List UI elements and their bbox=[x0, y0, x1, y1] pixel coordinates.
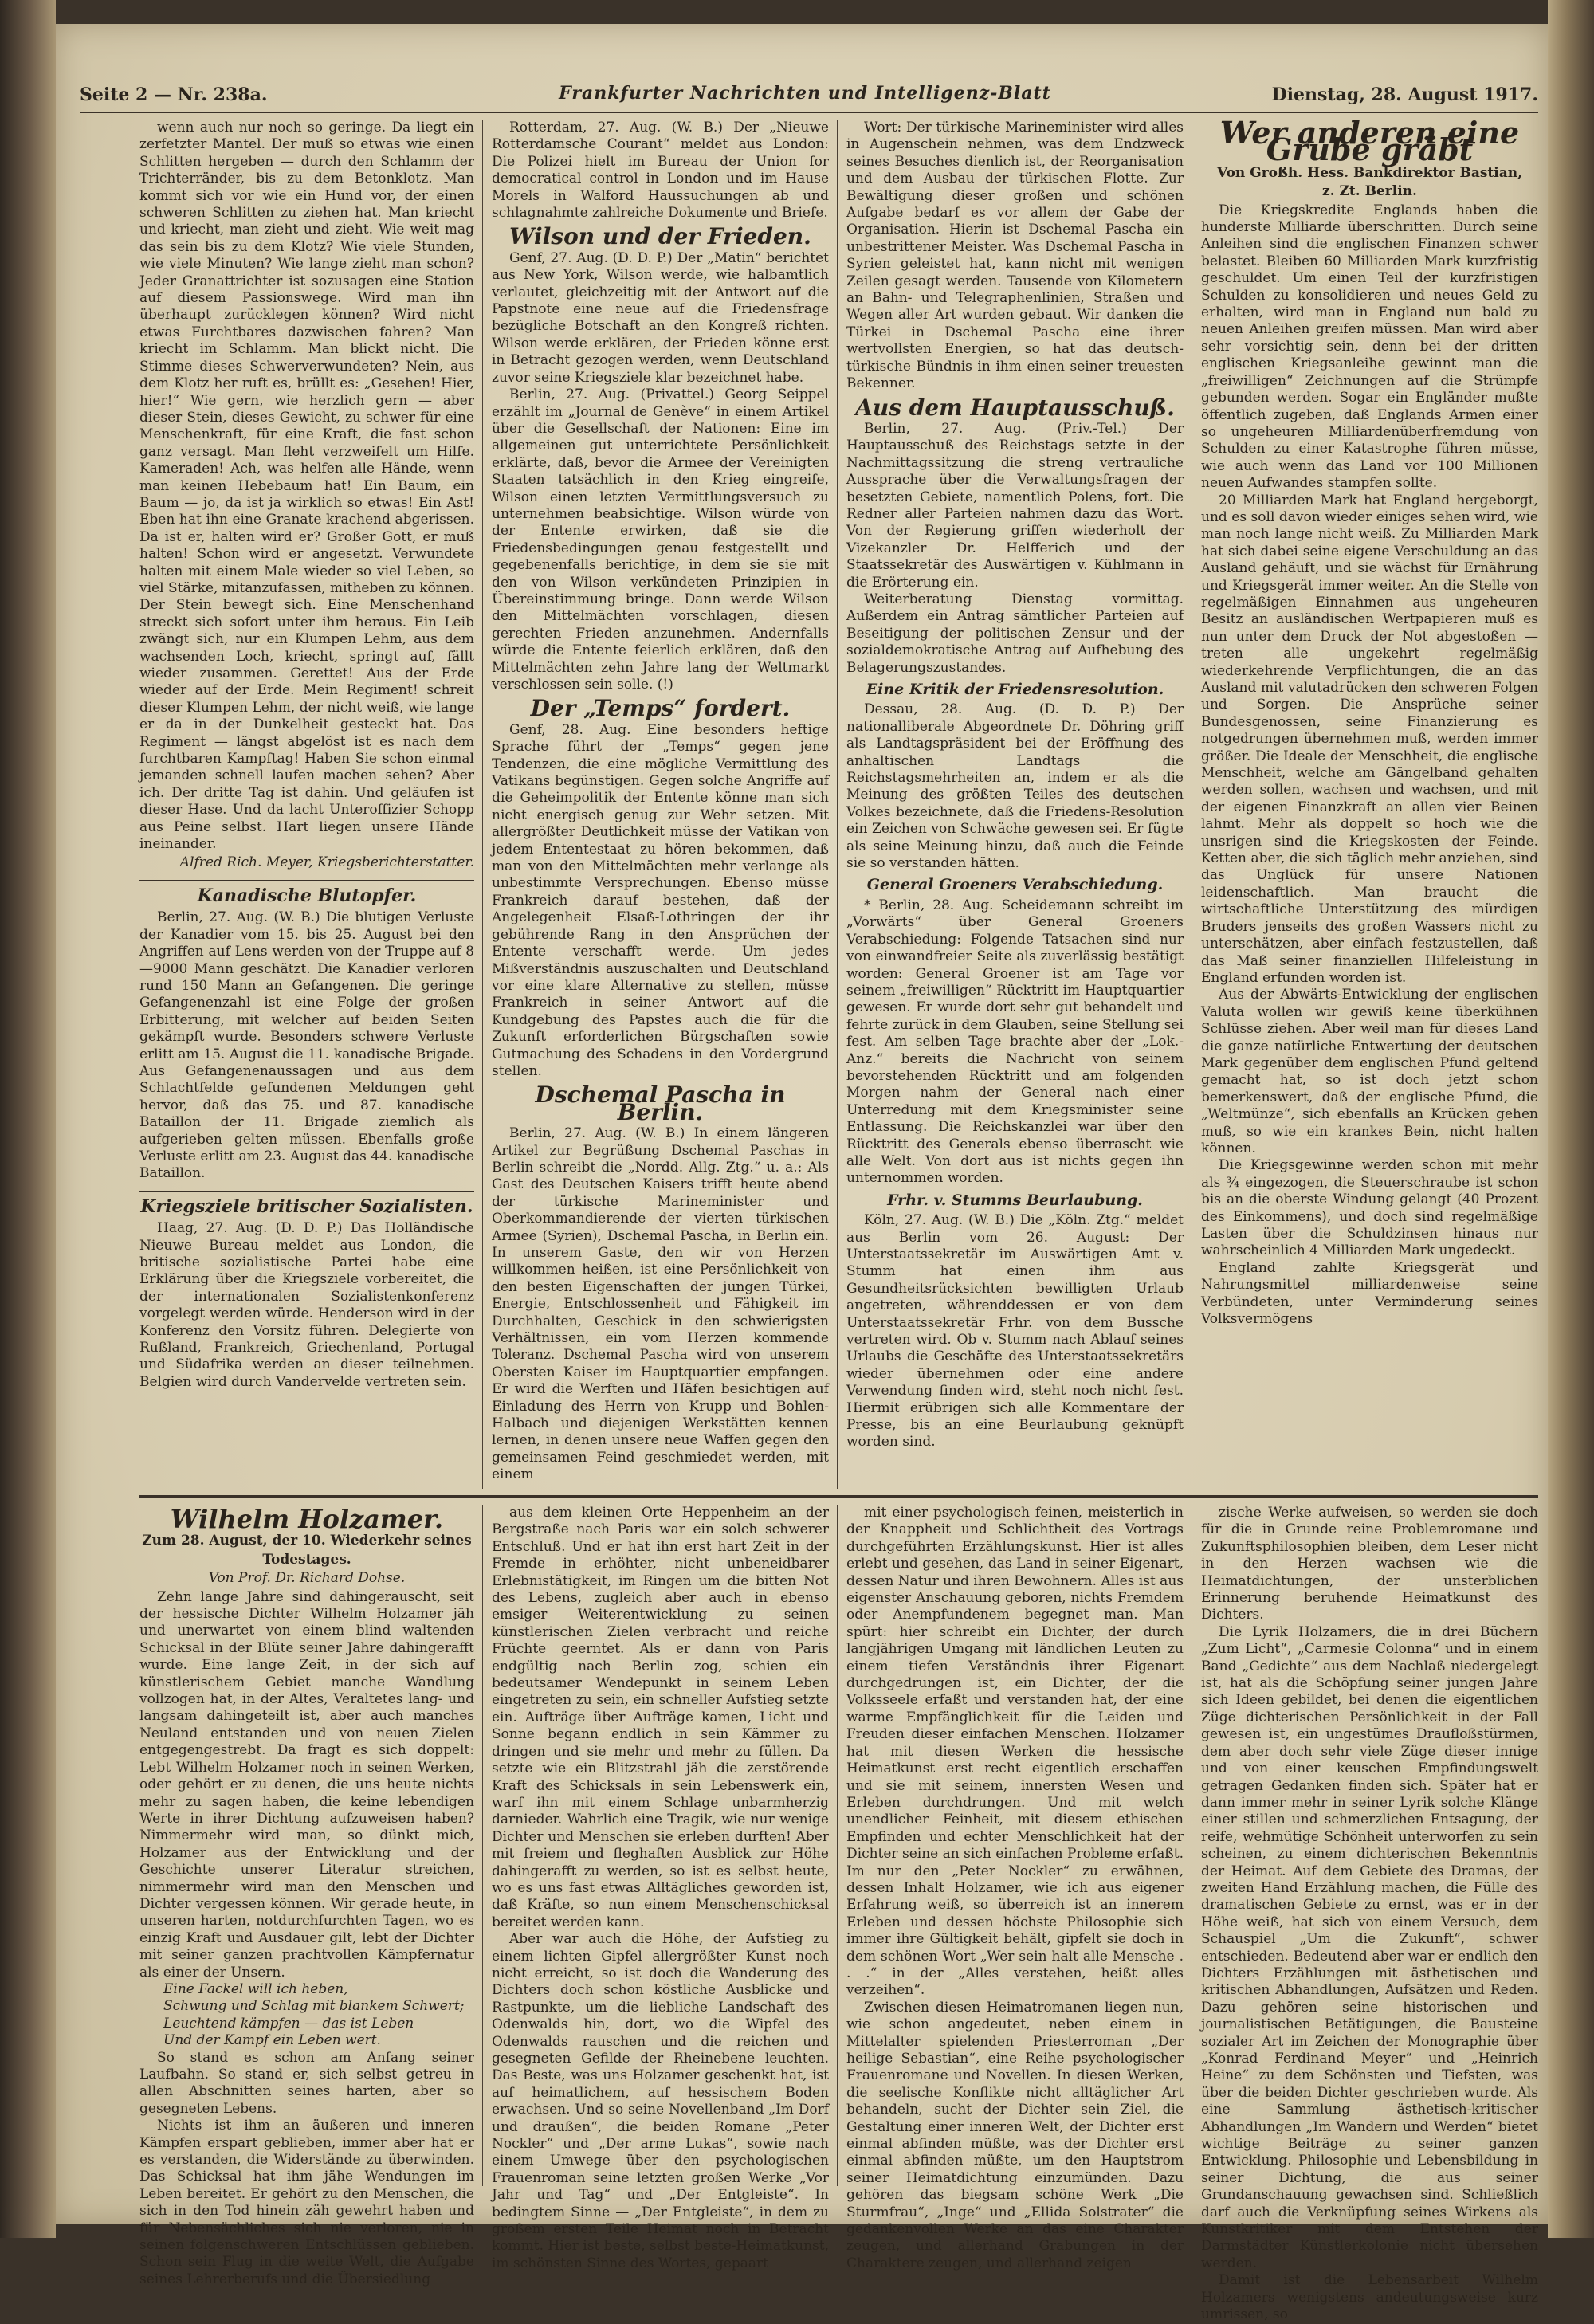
headline-holzamer: Wilhelm Holzamer. bbox=[170, 1504, 444, 1534]
article-text: 20 Milliarden Mark hat England hergeborgt, und es soll davon wieder einiges sehen wird, wie man noch lange nicht weiß. Zu Milliarden Mark hat sich dabei seine eigene Verschuldung an das Ausland gehäuft, und sie wächst für Ernährung und Kriegsgerät immer weiter. An die Stelle von regelmäßigen Einnahmen aus ungeheuren Besitz an ausländischen Wertpapieren muß es nun unter dem Druck der Not abgestoßen — treten alle ungekehrt regelmäßig wiederkehrende Verpflichtungen, die an das Ausland mit valutadrücken den schweren Folgen und Sorgen. Die Ansprüche seiner Bundesgenossen, seine Finanzierung es notgedrungen übernehmen muß, werden immer größer. Die Ideale der Menschheit, die englische Menschheit, welche am Gängelband gehalten werden sollen, wachsen und wachsen, und mit der eigenen Finanzkraft an allen vier Beinen lahmt. Mehr als doppelt so hoch wie die unsrigen sind die Kriegskosten der Feinde. Ketten aber, die sich täglich mehr anziehen, sind das Unglück für unsere Nationen leidenschaftlich. Man braucht die wirtschaftliche Unterstützung des mürdigen Bruders jenseits des großen Wassers nicht zu unterschätzen, aber einfach festzustellen, daß das Maß seiner finanziellen Hilfeleistung in England erfunden worden ist. bbox=[1201, 492, 1538, 986]
issue-date: Dienstag, 28. August 1917. bbox=[1271, 84, 1538, 105]
book-edge-right bbox=[1548, 0, 1594, 2238]
article-text: Zehn lange Jahre sind dahingerauscht, seit der hessische Dichter Wilhelm Holzamer jäh und unerwartet von einem blind waltenden Schicksal in der Blüte seiner Jahre dahingerafft wurde. Eine lange Zeit, in der sich auf künstlerischem Gebiet manche Wandlung vollzogen hat, in der Altes, Veraltetes lang- und langsam dahingeteilt ist, aber auch manches Neuland entstanden und von neuen Zielen entgegengestrebt. Da fragt es sich doppelt: Lebt Wilhelm Holzamer noch in seinen Werken, oder gehört er zu denen, die uns heute nichts mehr zu sagen haben, die keine lebendigen Werte in ihrer Dichtung aufzuweisen haben? Nimmermehr wird man, so dünkt mich, Holzamer aus der Entwicklung und der Geschichte unserer Literatur streichen, nimmermehr wird man den Menschen und Dichter vergessen können. Wir gerade heute, in unseren harten, notdurchfurchten Tagen, wo es einzig Kraft und Ausdauer gilt, lebt der Dichter mit seiner ganzen prachtvollen Kämpfernatur als einer der Unsern. bbox=[139, 1588, 474, 1981]
article-text: Aber war auch die Höhe, der Aufstieg zu einem lichten Gipfel allergrößter Kunst noch nicht erreicht, so ist doch die Wanderung des Dichters doch schon köstliche Ausblicke und Rastpunkte, um die liebliche Landschaft des Odenwalds hin, dort, wo die Wipfel des Odenwalds rauschen und die reichen und gesegneten Gefilde der Rheinebene leuchten. Das Beste, was uns Holzamer geschenkt hat, ist auf heimatlichem, auf hessischem Boden erwachsen. Und so seine Novellenband „Im Dorf und draußen“, die beiden Romane „Peter Nockler“ und „Der arme Lukas“, sowie nach einem Umwege über den psychologischen Frauenroman seine letzten großen Werke „Vor Jahr und Tag“ und „Der Entgleiste“. In bedingtem Sinne — „Der Entgleiste“, in dem zu großem ersten Teile Heimat noch in Betracht kommt. Hier ist beste, selbst beste-Heimatkunst, im schönsten Sinne des Wortes, gepaart bbox=[492, 1931, 829, 2271]
article-text: Genf, 28. Aug. Eine besonders heftige Sprache führt der „Temps“ gegen jene Tendenzen, die eine mögliche Vermittlung des Vatikans begünstigen. Gegen solche Angriffe auf die Geheimpolitik der Entente könne man sich nicht energisch genug zur Wehr setzen. Mit allergrößter Deutlichkeit müsse der Vatikan von jedem Ententestaat zu hören bekommen, daß man von den Mittelmächten mehr verlange als unbestimmte Versprechungen. Ebenso müsse Frankreich darauf bestehen, daß der Angelegenheit Elsaß-Lothringen der ihr gebührende Rang in den Ansprüchen der Entente verschafft werde. Um jedes Mißverständnis auszuschalten und Deutschland vor eine klare Alternative zu stellen, müsse Frankreich in seiner Antwort auf die Kundgebung des Papstes auch die für die Zukunft erforderlichen Bürgschaften sowie Gutmachung des Schadens in den Vordergrund stellen. bbox=[492, 721, 829, 1079]
article-text: Damit ist die Lebensarbeit Wilhelm Holzamers wenigstens andeutungsweise kurz umrissen, so bbox=[1201, 2272, 1538, 2323]
article-text: Nichts ist ihm an äußeren und inneren Kämpfen erspart geblieben, immer aber hat er es verstanden, die Widerstände zu überwinden. Das Schicksal hat ihm jähe Wendungen im Leben bereitet. Er gehört zu den Menschen, die sich in den Tod hinein zäh gewehrt haben und für Nebensächliches sich nie verloren, nie in seinen folgenschweren Entschlüssen geblieben. Schon sein Flug in die weite Welt, die Aufgabe seines Lehrerberufs und die Übersiedlung bbox=[139, 2118, 474, 2287]
column-1 bbox=[139, 120, 474, 1490]
verse-line: Schwung und Schlag mit blankem Schwert; bbox=[163, 1998, 465, 2015]
column-rule bbox=[482, 120, 483, 1489]
headline-grube: Wer anderen eine Grube gräbt bbox=[1219, 115, 1520, 168]
feuilleton-column-3 bbox=[846, 1505, 1184, 2271]
book-binding-left bbox=[0, 0, 56, 2238]
headline-kanadische-blutopfer: Kanadische Blutopfer. bbox=[197, 885, 417, 906]
article-text: Weiterberatung Dienstag vormittag. Außerdem ein Antrag sämtlicher Parteien auf Beseitigung der politischen Zensur und der sozialdemokratische Antrag auf Aufhebung des Belagerungszustandes. bbox=[846, 591, 1184, 676]
headline-kritik: Eine Kritik der Friedensresolution. bbox=[866, 681, 1164, 698]
headline-kriegsziele: Kriegsziele britischer Sozialisten. bbox=[140, 1195, 473, 1217]
article-text: Rotterdam, 27. Aug. (W. B.) Der „Nieuwe Rotterdamsche Courant“ meldet aus London: Die Polizei hielt im Bureau der Union for democratical control in London und im Hause Morels in Walford Haussuchungen ab und schlagnahmte zahlreiche Dokumente und Briefe. bbox=[492, 120, 829, 222]
divider bbox=[139, 1191, 474, 1192]
column-rule bbox=[482, 1505, 483, 2186]
article-text: zische Werke aufweisen, so werden sie doch für die in Grunde reine Problemromane und Zukunftsphilosophien bleiben, dem Leser nicht in den Herzen wachsen wie die Heimatdichtungen, der unsterblichen Erinnerung beruhende Heimatkunst des Dichters. bbox=[1201, 1505, 1538, 1623]
article-text: Die Lyrik Holzamers, die in drei Büchern „Zum Licht“, „Carmesie Colonna“ und in einem Band „Gedichte“ aus dem Nachlaß niedergelegt ist, hat als die Schöpfung seiner jungen Jahre sich Ideen gebildet, bei denen die eigentlichen Züge dichterischen Persönlichkeit in der Fall gewesen ist, ein ungestümes Draufloßstürmen, dem aber doch sehr viele Züge dieser innige und von einer keuschen Empfindungswelt getragen Gedanken finden sich. Später hat er dann immer mehr in seiner Lyrik solche Klänge einer stillen und schmerzlichen Entsagung, der reife, wehmütige Schönheit unterworfen zu sein scheinen, zu einem dichterischen Bekenntnis der Heimat. Auf dem Gebiete des Dramas, der zweiten Hand Erzählung machen, die Fülle des dramatischen Gebiete zu ernst, was er in der Höhe weiß, hat sich von einem Versuch, dem Schauspiel „Um die Zukunft“, schwer entschieden. Bedeutend aber war er endlich den Dichters Erzählungen mit ästhetischen und kritischen Abhandlungen, Aufsätzen und Reden. Dazu gehören seine historischen und journalistischen Betätigungen, die Bausteine sozialer Art im Zeichen der Monographie über „Konrad Ferdinand Meyer“ und „Heinrich Heine“ zu dem Schönsten und Tiefsten, was über die beiden Dichter geschrieben wurde. Als eine Sammlung ästhetisch-kritischer Abhandlungen „Im Wandern und Werden“ bietet wichtige Beiträge zu seiner ganzen Entwicklung. Philosophie und Lebensbildung in seiner Dichtung, die aus seiner Grundanschauung gewachsen sind. Schließlich darf auch die Verknüpfung seines Wirkens als Kunstkritiker mit dem Entstehen der Darmstädter Künstlerkolonie nicht übersehen werden. bbox=[1201, 1623, 1538, 2271]
article-text: Wort: Der türkische Marineminister wird alles in Augenschein nehmen, was dem Endzweck seines Besuches dienlich ist, der Reorganisation und dem Ausbau der türkischen Flotte. Zur Bewältigung dieser großen und schönen Aufgabe bedarf es vor allem der Gabe der Organisation. Hierin ist Dschemal Pascha ein unbestrittener Meister. Was Dschemal Pascha in Syrien geleistet hat, kann nicht mit wenigen Zeilen gesagt werden. Tausende von Kilometern an Bahn- und Telegraphenlinien, Straßen und Wegen aller Art wurden gebaut. Wir danken die Türkei in Dschemal Pascha eine ihrer wertvollsten Energien, so hat das deutsch-türkische Bündnis in ihm einen seiner treuesten Bekenner. bbox=[846, 120, 1184, 392]
feuilleton-column-2 bbox=[492, 1505, 829, 2271]
article-text: Berlin, 27. Aug. (Privattel.) Georg Seippel erzählt im „Journal de Genève“ in einem Artikel über die Gesellschaft der Nationen: Eine im allgemeinen gut unterrichtete Persönlichkeit erklärte, daß, bevor die Armee der Vereinigten Staaten tatsächlich in den Krieg eingreife, Wilson einen letzten Vermittlungsversuch zu unternehmen beabsichtige. Wilson würde von der Entente erwirken, daß sie die Friedensbedingungen genau festgestellt und gegebenenfalls berichtige, in dem sie sie mit den von Wilson verkündeten Prinzipien in Übereinstimmung bringe. Dann werde Wilson den Mittelmächten vorschlagen, diesen gerechten Frieden anzunehmen. Andernfalls würde die Entente feierlich erklären, daß den Mittelmächten zehn Jahre lang der Weltmarkt verschlossen sein solle. (!) bbox=[492, 387, 829, 693]
subtitle: Zum 28. August, der 10. Wiederkehr seines bbox=[142, 1533, 472, 1549]
article-text: mit einer psychologisch feinen, meisterlich in der Knappheit und Schlichtheit des Vortrags durchgeführten Erzählungskunst. Hier ist alles erlebt und gesehen, das Land in seiner Eigenart, dessen Natur und ihren Bewohnern. Alles ist aus eigenster Anschauung geboren, nichts Fremdem oder Anempfundenem begegnet man. Man spürt: hier schreibt ein Dichter, der durch langjährigen Umgang mit ländlichen Leuten zu einem tiefen Verständnis ihrer Eigenart durchgedrungen ist, ein Dichter, der die Volksseele erfaßt und verstanden hat, der eine warme Empfänglichkeit für die Leiden und Freuden dieser einfachen Menschen. Holzamer hat mit diesen Werken die hessische Heimatkunst erst recht eigentlich erschaffen und sie mit seinem, innersten Wesen und Erleben durchdrungen. Und mit welch unendlicher Feinheit, mit diesem ethischen Empfinden und echter Menschlichkeit hat der Dichter seine an sich einfachen Probleme erfaßt. Im nur den „Peter Nockler“ zu erwähnen, dessen Inhalt Holzamer, wie ich aus eigener Erfahrung weiß, so überreich ist an innerem Erleben und dessen höchste Philosophie sich immer ihre Gültigkeit behält, gipfelt sie doch in dem schönen Wort „Wer sein halt alle Mensche . . .“ in der „Alles verstehen, heißt alles verzeihen“. bbox=[846, 1505, 1184, 1999]
column-3 bbox=[846, 120, 1184, 1490]
article-text: Berlin, 27. Aug. (Priv.-Tel.) Der Hauptausschuß des Reichstags setzte in der Nachmittagssitzung die streng vertrauliche Aussprache über die Verwaltungsfragen der besetzten Gebiete, namentlich Polens, fort. Die Redner aller Parteien nahmen dazu das Wort. Von der Regierung griffen wiederholt der Vizekanzler Dr. Helfferich und der Staatssekretär des Auswärtigen v. Kühlmann in die Erörterung ein. bbox=[846, 420, 1184, 591]
headline-hauptausschuss: Aus dem Hauptausschuß. bbox=[855, 394, 1175, 421]
feuilleton-rule bbox=[139, 1495, 1538, 1498]
page-header bbox=[80, 80, 1538, 113]
article-text: Zwischen diesen Heimatromanen liegen nun, wie schon angedeutet, neben einem in Mittelalter spielenden Priesterroman „Der heilige Sebastian“, eine Reihe psychologischer Frauenromane und Novellen. In diesen Werken, die seelische Konflikte nicht alltäglicher Art behandeln, sucht der Dichter sein Ziel, die Gestaltung einer inneren Welt, der Dichter erst einmal abfinden müßte, was der Dichter erst einmal abfinden müßte, um den Hauptstrom seiner Heimatdichtung einzumünden. Dazu gehören das biegsam schöne Werk „Die Sturmfrau“, „Inge“ und „Ellida Solstrater“ die gedankenvollen Werke an das eine Charakter zeugen, und allerhand Grabungen in der Charaktere zeugen, und allerhand zeigen bbox=[846, 1999, 1184, 2271]
article-text: Die Kriegsgewinne werden schon mit mehr als ¾ eingezogen, die Steuerschraube ist schon bis an die oberste Windung gelangt (40 Prozent des Einkommens), und doch sind regelmäßige Lasten über die Schuldzinsen hinaus nur wahrscheinlich 4 Milliarden Mark ungedeckt. bbox=[1201, 1157, 1538, 1259]
article-text: So stand es schon am Anfang seiner Laufbahn. So stand er, sich selbst getreu in allen Abschnitten seines harten, aber so gesegneten Lebens. bbox=[139, 2049, 474, 2117]
article-text: wenn auch nur noch so geringe. Da liegt ein zerfetzter Mantel. Der muß so etwas wie einen Schlitten hergeben — durch den Schlamm der Trichterränder, bis zu dem Betonklotz. Man kommt sich vor wie ein Hund vor, der einen schweren Schlitten zu ziehen hat. Man kriecht und kriecht, man zieht und zieht. Wie weit mag das sein bis zu dem Klotz? Wie viele Stunden, wie viele Minuten? Wie lange zieht man schon? Jeder Granattrichter ist sozusagen eine Station auf diesem Passionswege. Wird man ihn überhaupt zurücklegen können? Wird nicht etwas Furchtbares dazwischen fahren? Man kriecht im Schlamm. Man blickt nicht. Die Stimme dieses Schwerverwundeten? Nein, aus dem Klotz her ruft es, brüllt es: „Gesehen! Hier, hier!“ Wie gern, wie herzlich gern — aber dieser Stein, dieses Gewicht, zu schwer für eine Menschenkraft, für eine Kraft, die fast schon ganz versagt. Man fleht verzweifelt um Hilfe. Kameraden! Ach, was helfen alle Hände, wenn man keinen Hebebaum hat! Ein Baum, ein Baum — jo, da ist ja wirklich so etwas! Ein Ast! Eben hat ihn eine Granate krachend abgerissen. Da ist er, halten wird er? Großer Gott, er muß halten! Schon wird er angesetzt. Verwundete halten mit einem Male wieder so viel Leben, so viel Stärke, mitanzufassen, mitheben zu können. Der Stein bewegt sich. Eine Menschenhand streckt sich sofort unter ihm heraus. Ein Leib zwängt sich, nur ein Klumpen Lehm, aus dem wachsenden Loch, kriecht, springt auf, fällt wieder zusammen. Gerettet! Aus der Erde wieder auf der Erde. Mein Regiment! schreit dieser Klumpen Lehm, der nicht weiß, wie lange er da in der Dunkelheit gesteckt hat. Das Regiment — längst abgelöst ist es nach dem furchtbaren Kampftag! Haben Sie schon einmal jemanden schnell laufen machen sehen? Aber ich. Der dritte Tag ist dahin. Und geläufen ist dieser Hase. Und da lacht Unteroffizier Schopp aus Peine selbst. Hart liegen unsere Hände ineinander. bbox=[139, 120, 474, 853]
column-4 bbox=[1201, 115, 1538, 1490]
article-text: Genf, 27. Aug. (D. D. P.) Der „Matin“ berichtet aus New York, Wilson werde, wie halbamtlich verlautet, gleichzeitig mit der Antwort auf die Papstnote eine neue auf die Friedensfrage bezügliche Botschaft an den Kongreß richten. Wilson werde erklären, der Frieden könne erst in Betracht gezogen werden, wenn Deutschland zuvor seine Kriegsziele klar bezeichnet habe. bbox=[492, 249, 829, 386]
author-location: z. Zt. Berlin. bbox=[1322, 183, 1417, 200]
author-byline: Von Großh. Hess. Bankdirektor Bastian, bbox=[1216, 164, 1523, 181]
article-text: Berlin, 27. Aug. (W. B.) In einem längeren Artikel zur Begrüßung Dschemal Paschas in Berlin schreibt die „Nordd. Allg. Ztg.“ u. a.: Als Gast des Deutschen Kaisers trifft heute abend der türkische Marineminister und Oberkommandierende der vierten türkischen Armee (Syrien), Dschemal Pascha, in Berlin ein. In unserem Gaste, den wir von Herzen willkommen heißen, ist eine Persönlichkeit von den besten Eigenschaften der jungen Türkei, Energie, Entschlossenheit und Fähigkeit im Durchhalten, Geschick in den schwierigsten Verhältnissen, ein vom Herzen kommende Toleranz. Dschemal Pascha wird von unserem Obersten Kaiser im Hauptquartier empfangen. Er wird die Werften und Häfen besichtigen auf Einladung des Herrn von Krupp und Bohlen-Halbach und diejenigen Werkstätten kennen lernen, in denen unsere neue Waffen gegen den gemeinsamen Feind geschmiedet werden, mit einem bbox=[492, 1125, 829, 1483]
headline-dschemal: Dschemal Pascha in Berlin. bbox=[535, 1082, 786, 1125]
article-text: Dessau, 28. Aug. (D. D. P.) Der nationalliberale Abgeordnete Dr. Döhring griff als Landtagspräsident bei der Eröffnung des anhaltischen Landtags die Reichstagsmehrheiten an, indem er als die Meinung des größten Teiles des deutschen Volkes bezeichnete, daß die Friedens-Resolution ein Zeichen von Schwäche gewesen sei. Er fügte als seine Meinung hinzu, daß auch die Feinde sie so verstanden hätten. bbox=[846, 701, 1184, 872]
verse-line: Und der Kampf ein Leben wert. bbox=[163, 2032, 382, 2049]
column-rule bbox=[837, 120, 838, 1489]
feuilleton-column-4 bbox=[1201, 1505, 1538, 2323]
article-text: Aus der Abwärts-Entwicklung der englischen Valuta wollen wir gewiß keine überkühnen Schlüsse ziehen. Aber weil man für dieses Land die ganze natürliche Entwertung der deutschen Mark gegenüber dem englischen Pfund geltend gemacht hat, so ist doch jetzt schon bemerkenswert, daß der englische Pfund, die „Weltmünze“, sich ebenfalls an Krücken gehen muß, so wie ein krankes Bein, nicht halten können. bbox=[1201, 987, 1538, 1156]
article-text: * Berlin, 28. Aug. Scheidemann schreibt im „Vorwärts“ über General Groeners Verabschiedung: Folgende Tatsachen sind nur von einwandfreier Seite als zuverlässig bestätigt worden: General Groener ist am Tage vor seinem „freiwilligen“ Rücktritt im Hauptquartier gewesen. Er wurde dort sehr gut behandelt und fehrte zurück in dem Glauben, seine Stellung sei fest. Am selben Tage brachte aber der „Lok.-Anz.“ bereits die Nachricht von seinem bevorstehenden Rücktritt und am folgenden Morgen nahm der General nach einer Unterredung mit dem Kriegsminister seine Entlassung. Die Reichskanzlei war über den Rücktritt des Generals ebenso überrascht wie alle Welt. Von dort aus ist nichts gegen ihn unternommen worden. bbox=[846, 897, 1184, 1187]
verse-line: Leuchtend kämpfen — das ist Leben bbox=[163, 2015, 414, 2032]
article-text: Haag, 27. Aug. (D. D. P.) Das Holländische Nieuwe Bureau meldet aus London, die britische sozialistische Partei habe eine Erklärung über die Kriegsziele vorbereitet, die der internationalen Sozialistenkonferenz vorgelegt werden würde. Henderson wird in der Konferenz den Vorsitz führen. Delegierte von Rußland, Frankreich, Griechenland, Portugal und Südafrika werden an dieser teilnehmen. Belgien wird durch Vandervelde vertreten sein. bbox=[139, 1220, 474, 1390]
column-rule bbox=[837, 1505, 838, 2186]
divider bbox=[139, 880, 474, 881]
article-text: Die Kriegskredite Englands haben die hunderste Milliarde überschritten. Durch seine Anleihen sind die englischen Finanzen schwer belastet. Bleiben 60 Milliarden Mark kurzfristig geschuldet. Um einen Teil der kurzfristigen Schulden zu konsolidieren und neues Geld zu erhalten, wird man in England nun bald zu neuen Anleihen greifen müssen. Man wird aber sehr vorsichtig sein, denn bei der dritten englischen Kriegsanleihe gewinnt man die „freiwilligen“ Zeichnungen auf die Strümpfe gebunden werden. Sogar ein Engländer mußte öffentlich zugeben, daß Englands Armen einer so ungeheuren Milliardenüberfremdung von Schulden zu einer Katastrophe führen müsse, wie auch wenn das Land vor 100 Millionen neuen Aufwandes stampfen sollte. bbox=[1201, 202, 1538, 492]
article-text: Berlin, 27. Aug. (W. B.) Die blutigen Verluste der Kanadier vom 15. bis 25. August bei den Angriffen auf Lens werden von der Truppe auf 8—9000 Mann geschätzt. Die Kanadier verloren rund 150 Mann an Gefangenen. Die geringe Gefangenenzahl ist eine Folge der großen Erbitterung, mit welcher auf beiden Seiten gekämpft wurde. Besonders schwere Verluste erlitt am 15. August die 11. kanadische Brigade. Aus Gefangenenaussagen und aus dem Schlachtfelde gefundenen Meldungen geht hervor, daß das 75. und 87. kanadische Bataillon der 11. Brigade ziemlich als aufgerieben gelten müssen. Ebenfalls große Verluste erlitt am 23. August das 44. kanadische Bataillon. bbox=[139, 909, 474, 1182]
article-text: aus dem kleinen Orte Heppenheim an der Bergstraße nach Paris war ein solch schwerer Entschluß. Und er hat ihn erst hart Zeit in der Fremde in erhöhter, nicht unbeneidbarer Erlebnistätigkeit, im Ringen um die bitten Not des Lebens, zugleich aber auch in ebenso emsiger Weiterentwicklung zu seinen künstlerischen Zielen verbracht und reiche Früchte geerntet. Als er dann von Paris endgültig nach Berlin zog, schien ein bedeutsamer Wendepunkt in seinem Leben eingetreten zu sein, ein schneller Aufstieg setzte ein. Aufträge über Aufträge kamen, Licht und Sonne begann endlich in sein Kämmer zu dringen und sie mehr und mehr zu füllen. Da setzte wie ein Blitzstrahl jäh die zerstörende Kraft des Schicksals in sein Lebenswerk ein, warf ihn mit einem Schlage unbarmherzig darnieder. Wahrlich eine Tragik, wie nur wenige Dichter und Menschen sie erleben durften! Aber mit freiem und fleghaften Ausblick zur Höhe dahingerafft zu werden, so ist es selbst heute, wo es uns fast etwas Alltägliches geworden ist, daß Kräfte, so nun einem Menschenschicksal bereitet werden kann. bbox=[492, 1505, 829, 1930]
page-number: Seite 2 — Nr. 238a. bbox=[80, 84, 268, 105]
article-text: Köln, 27. Aug. (W. B.) Die „Köln. Ztg.“ meldet aus Berlin vom 26. August: Der Unterstaatssekretär im Auswärtigen Amt v. Stumm hat einen ihm aus Gesundheitsrücksichten bewilligten Urlaub angetreten, währenddessen er von dem Unterstaatssekretär Frhr. von dem Bussche vertreten wird. Ob v. Stumm nach Ablauf seines Urlaubs die Geschäfte des Unterstaatssekretärs wieder übernehmen oder eine andere Verwendung finden wird, steht noch nicht fest. Hiermit erübrigen sich alle Kommentare der Presse, bis an eine Beurlaubung geknüpft worden sind. bbox=[846, 1212, 1184, 1451]
author-signature: Alfred Rich. Meyer, Kriegsberichterstatter. bbox=[179, 854, 474, 871]
headline-wilson: Wilson und der Frieden. bbox=[509, 223, 811, 250]
headline-stumm: Frhr. v. Stumms Beurlaubung. bbox=[887, 1191, 1143, 1209]
subtitle: Todestages. bbox=[262, 1551, 351, 1568]
headline-groener: General Groeners Verabschiedung. bbox=[866, 876, 1164, 894]
newspaper-masthead: Frankfurter Nachrichten und Intelligenz-Blatt bbox=[559, 83, 1051, 104]
headline-temps: Der „Temps“ fordert. bbox=[530, 695, 791, 722]
verse-line: Eine Fackel will ich heben, bbox=[163, 1981, 348, 1997]
column-2 bbox=[492, 120, 829, 1490]
article-text: England zahlte Kriegsgerät und Nahrungsmittel milliardenweise seine Verbündeten, unter Verminderung seines Volksvermögens bbox=[1201, 1259, 1538, 1328]
author-byline: Von Prof. Dr. Richard Dohse. bbox=[208, 1570, 406, 1587]
feuilleton-column-1 bbox=[139, 1504, 474, 2287]
